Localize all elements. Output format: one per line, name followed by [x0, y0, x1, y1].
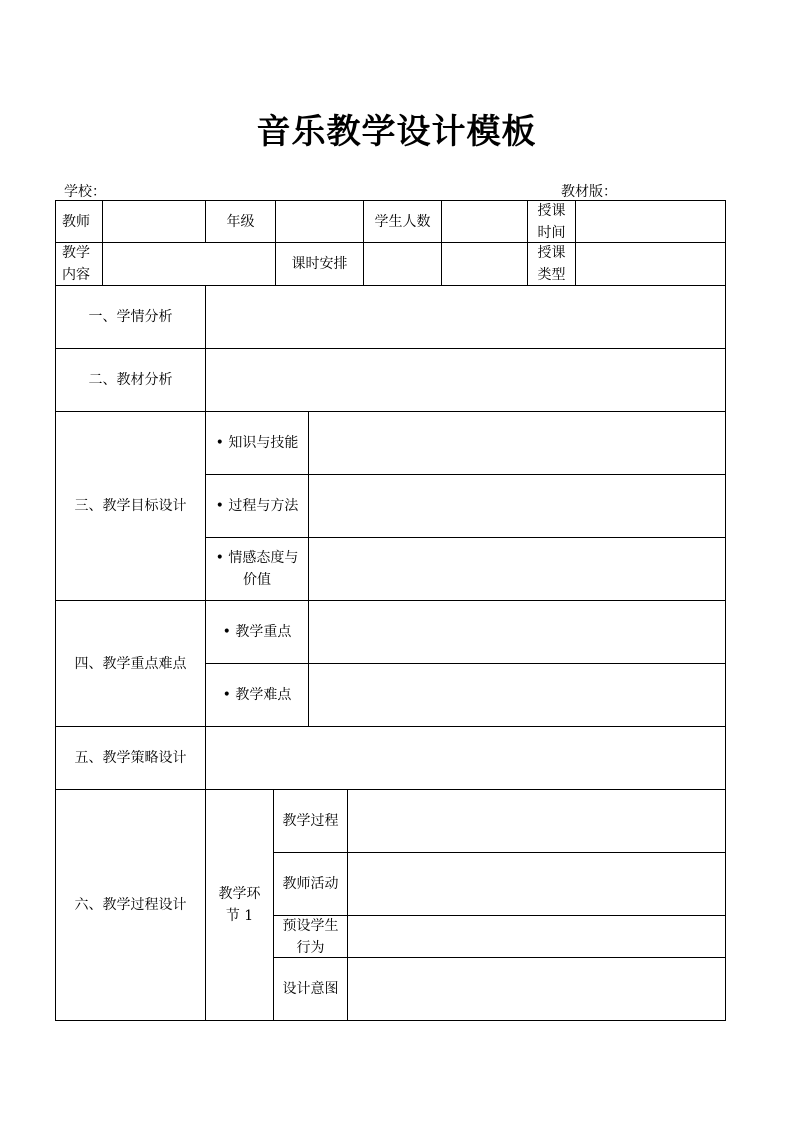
school-label: 学校：: [64, 184, 106, 200]
student-behavior-label: 预设学生 行为: [273, 915, 348, 958]
grade-field[interactable]: [275, 200, 364, 243]
class-type-field[interactable]: [575, 242, 726, 286]
design-intent-field[interactable]: [347, 957, 726, 1021]
key-difficult-label: 四、教学重点难点: [55, 600, 206, 727]
attitude-values-field[interactable]: [308, 537, 726, 601]
key-points-label: • 教学重点: [205, 600, 309, 664]
page-title: 音乐教学设计模板: [256, 112, 537, 152]
teaching-process-field[interactable]: [347, 789, 726, 853]
process-methods-field[interactable]: [308, 474, 726, 538]
schedule-field-2[interactable]: [441, 242, 528, 286]
teacher-label: 教师: [55, 200, 103, 243]
design-intent-label: 设计意图: [273, 957, 348, 1021]
knowledge-skills-field[interactable]: [308, 411, 726, 475]
teacher-activity-field[interactable]: [347, 852, 726, 916]
class-time-field[interactable]: [575, 200, 726, 243]
content-field[interactable]: [102, 242, 276, 286]
content-label: 教学 内容: [55, 242, 103, 286]
attitude-values-label: • 情感态度与 价值: [205, 537, 309, 601]
class-type-label: 授课 类型: [527, 242, 576, 286]
learner-analysis-field[interactable]: [205, 285, 726, 349]
objectives-label: 三、教学目标设计: [55, 411, 206, 601]
learner-analysis-label: 一、学情分析: [55, 285, 206, 349]
class-time-label: 授课 时间: [527, 200, 576, 243]
textbook-analysis-field[interactable]: [205, 348, 726, 412]
teacher-activity-label: 教师活动: [273, 852, 348, 916]
key-points-field[interactable]: [308, 600, 726, 664]
process-design-label: 六、教学过程设计: [55, 789, 206, 1021]
process-methods-label: • 过程与方法: [205, 474, 309, 538]
student-count-field[interactable]: [441, 200, 528, 243]
strategy-field[interactable]: [205, 726, 726, 790]
stage-1-label: 教学环 节 1: [205, 789, 274, 1021]
difficult-points-label: • 教学难点: [205, 663, 309, 727]
strategy-label: 五、教学策略设计: [55, 726, 206, 790]
textbook-analysis-label: 二、教材分析: [55, 348, 206, 412]
edition-label: 教材版：: [561, 184, 617, 200]
difficult-points-field[interactable]: [308, 663, 726, 727]
student-count-label: 学生人数: [363, 200, 442, 243]
grade-label: 年级: [205, 200, 276, 243]
teacher-field[interactable]: [102, 200, 206, 243]
knowledge-skills-label: • 知识与技能: [205, 411, 309, 475]
schedule-label: 课时安排: [275, 242, 364, 286]
schedule-field[interactable]: [363, 242, 442, 286]
teaching-process-label: 教学过程: [273, 789, 348, 853]
student-behavior-field[interactable]: [347, 915, 726, 958]
